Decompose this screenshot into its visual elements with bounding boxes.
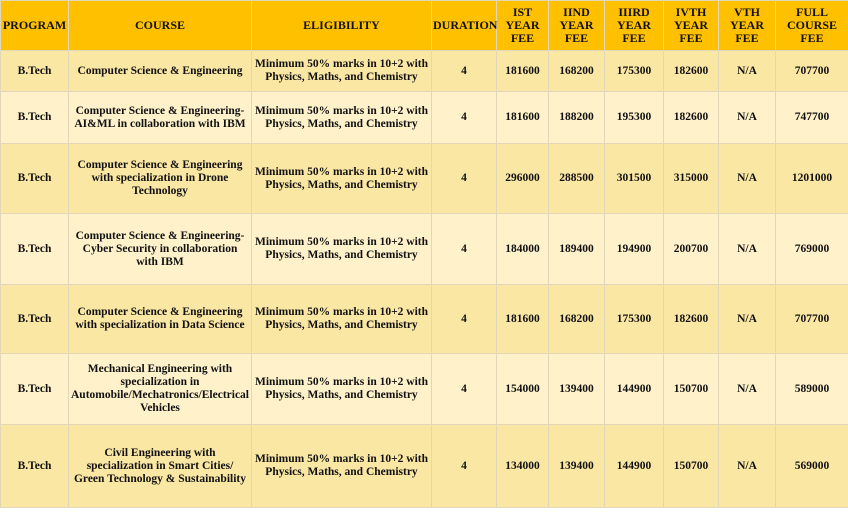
cell-year1-fee: 181600 [497, 51, 549, 92]
cell-year5-fee: N/A [719, 285, 776, 354]
cell-duration: 4 [432, 214, 497, 285]
cell-eligibility: Minimum 50% marks in 10+2 with Physics, Maths, and Chemistry [252, 92, 432, 144]
header-year4-fee: IVTH YEAR FEE [664, 1, 719, 51]
cell-year2-fee: 189400 [549, 214, 605, 285]
cell-year2-fee: 139400 [549, 425, 605, 508]
cell-duration: 4 [432, 51, 497, 92]
header-duration: DURATION [432, 1, 497, 51]
cell-year3-fee: 195300 [605, 92, 664, 144]
cell-year3-fee: 301500 [605, 144, 664, 214]
cell-course: Mechanical Engineering with specialization in Automobile/Mechatronics/Electrical Vehicles [69, 354, 252, 425]
cell-year2-fee: 168200 [549, 285, 605, 354]
cell-course: Computer Science & Engineering- AI&ML in collaboration with IBM [69, 92, 252, 144]
cell-year3-fee: 144900 [605, 425, 664, 508]
cell-year5-fee: N/A [719, 51, 776, 92]
cell-program: B.Tech [1, 354, 69, 425]
cell-year1-fee: 181600 [497, 92, 549, 144]
cell-course: Computer Science & Engineering- Cyber Security in collaboration with IBM [69, 214, 252, 285]
cell-full-course-fee: 747700 [776, 92, 848, 144]
cell-year2-fee: 168200 [549, 51, 605, 92]
cell-course: Civil Engineering with specialization in Smart Cities/ Green Technology & Sustainability [69, 425, 252, 508]
header-year3-fee: IIIRD YEAR FEE [605, 1, 664, 51]
header-program: PROGRAM [1, 1, 69, 51]
cell-year4-fee: 200700 [664, 214, 719, 285]
cell-eligibility: Minimum 50% marks in 10+2 with Physics, Maths, and Chemistry [252, 285, 432, 354]
cell-program: B.Tech [1, 425, 69, 508]
cell-year1-fee: 184000 [497, 214, 549, 285]
header-eligibility: ELIGIBILITY [252, 1, 432, 51]
table-header-row [1, 1, 848, 51]
cell-full-course-fee: 569000 [776, 425, 848, 508]
cell-program: B.Tech [1, 51, 69, 92]
table-row [1, 285, 848, 354]
cell-eligibility: Minimum 50% marks in 10+2 with Physics, Maths, and Chemistry [252, 214, 432, 285]
cell-duration: 4 [432, 92, 497, 144]
cell-full-course-fee: 769000 [776, 214, 848, 285]
cell-year5-fee: N/A [719, 354, 776, 425]
cell-year1-fee: 134000 [497, 425, 549, 508]
table-row [1, 354, 848, 425]
cell-year3-fee: 175300 [605, 51, 664, 92]
table-row [1, 425, 848, 508]
cell-year2-fee: 188200 [549, 92, 605, 144]
table-row [1, 92, 848, 144]
cell-year5-fee: N/A [719, 144, 776, 214]
cell-program: B.Tech [1, 92, 69, 144]
table-row [1, 51, 848, 92]
cell-year4-fee: 315000 [664, 144, 719, 214]
cell-program: B.Tech [1, 214, 69, 285]
cell-eligibility: Minimum 50% marks in 10+2 with Physics, Maths, and Chemistry [252, 144, 432, 214]
cell-year4-fee: 150700 [664, 354, 719, 425]
cell-full-course-fee: 1201000 [776, 144, 848, 214]
cell-duration: 4 [432, 354, 497, 425]
cell-course: Computer Science & Engineering [69, 51, 252, 92]
cell-duration: 4 [432, 285, 497, 354]
cell-year1-fee: 154000 [497, 354, 549, 425]
header-year5-fee: VTH YEAR FEE [719, 1, 776, 51]
table-row [1, 214, 848, 285]
cell-year1-fee: 296000 [497, 144, 549, 214]
header-year1-fee: IST YEAR FEE [497, 1, 549, 51]
cell-full-course-fee: 589000 [776, 354, 848, 425]
cell-program: B.Tech [1, 285, 69, 354]
cell-full-course-fee: 707700 [776, 285, 848, 354]
cell-year4-fee: 182600 [664, 92, 719, 144]
cell-duration: 4 [432, 425, 497, 508]
header-full-course-fee: FULL COURSE FEE [776, 1, 848, 51]
cell-year4-fee: 182600 [664, 285, 719, 354]
cell-duration: 4 [432, 144, 497, 214]
cell-year2-fee: 139400 [549, 354, 605, 425]
cell-year4-fee: 182600 [664, 51, 719, 92]
cell-year4-fee: 150700 [664, 425, 719, 508]
table-row [1, 144, 848, 214]
cell-program: B.Tech [1, 144, 69, 214]
header-course: COURSE [69, 1, 252, 51]
cell-course: Computer Science & Engineering with specialization in Data Science [69, 285, 252, 354]
cell-year5-fee: N/A [719, 92, 776, 144]
cell-year3-fee: 175300 [605, 285, 664, 354]
cell-year3-fee: 144900 [605, 354, 664, 425]
cell-year5-fee: N/A [719, 425, 776, 508]
header-year2-fee: IIND YEAR FEE [549, 1, 605, 51]
cell-eligibility: Minimum 50% marks in 10+2 with Physics, Maths, and Chemistry [252, 51, 432, 92]
cell-eligibility: Minimum 50% marks in 10+2 with Physics, Maths, and Chemistry [252, 425, 432, 508]
cell-year3-fee: 194900 [605, 214, 664, 285]
cell-year5-fee: N/A [719, 214, 776, 285]
cell-year2-fee: 288500 [549, 144, 605, 214]
cell-eligibility: Minimum 50% marks in 10+2 with Physics, Maths, and Chemistry [252, 354, 432, 425]
cell-year1-fee: 181600 [497, 285, 549, 354]
cell-full-course-fee: 707700 [776, 51, 848, 92]
cell-course: Computer Science & Engineering with specialization in Drone Technology [69, 144, 252, 214]
